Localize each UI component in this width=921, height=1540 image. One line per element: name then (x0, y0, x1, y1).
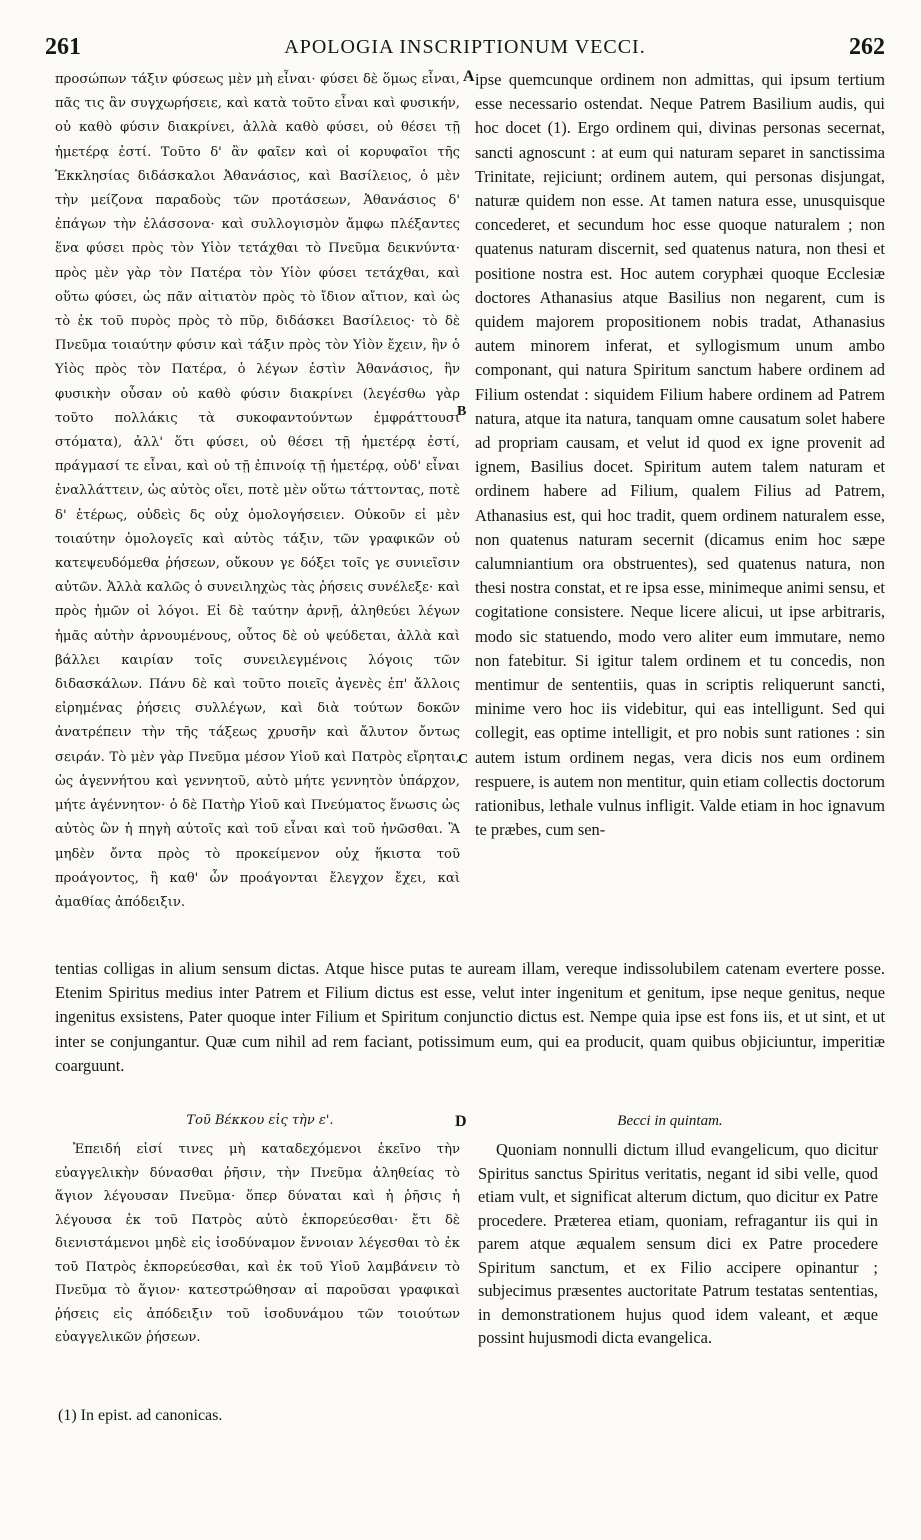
greek-paragraph-top: προσώπων τάξιν φύσεως μὲν μὴ εἶναι· φύσει δὲ ὅμως εἶναι, πᾶς τις ἂν συγχωρήσειε, καὶ κατὰ τοῦτο εἶναι καὶ φυσικήν, οὐ καθὸ φύσιν διακρίνει, ἀλλὰ καθὸ φύσει, οὐ θέσει τῇ ἡμετέρᾳ ἐστί. Τοῦτο δ' ἂν φαῖεν καὶ οἱ κορυφαῖοι τῆς Ἐκκλησίας διδάσκαλοι Ἀθανάσιος, καὶ Βασίλειος, ὁ μὲν τὴν μείζονα παραδοὺς τῶν προτάσεων, Ἀθανάσιος δ' ἐπάγων τὴν ἐλάσσονα· καὶ συλλογισμὸν ἄμφω πλέξαντες ἕνα φύσει πρὸς τὸν Υἱὸν τετάχθαι τὸ Πνεῦμα δεικνύντα· πρὸς μὲν γὰρ τὸν Πατέρα τὸν Υἱὸν φύσει τετάχθαι, καὶ οὕτω φύσει, ὡς πᾶν αἰτιατὸν πρὸς τὸ ἴδιον αἴτιον, καὶ ὡς τὸ ἐκ τοῦ πυρὸς πρὸς τὸ πῦρ, διδάσκει Βασίλειος· τὸ δὲ Πνεῦμα τοιαύτην φύσιν καὶ τάξιν πρὸς τὸν Υἱὸν ἔχειν, ἣν ὁ Υἱὸς πρὸς τὸν Πατέρα, ὁ λέγων ἐστὶν Ἀθανάσιος, ἣν φυσικὴν οὖσαν οὐ καθὸ φύσιν διακρίνει (λεγέσθω γὰρ τοῦτο πολλάκις τὰ συκοφαντούντων ἐμφράττουσι στόματα), ἀλλ' ὅτι φύσει, οὐ θέσει τῇ ἡμετέρᾳ ἐστί, πράγμασί τε εἶναι, καὶ οὐ τῇ ἐπινοίᾳ τῇ ἡμετέρᾳ, οὐδ' εἶναι ἐναλλάττειν, ὡς αὐτὸς οἴει, ποτὲ μὲν οὕτω τάττοντας, ποτὲ δ' ἑτέρως, οὐδεὶς δς οὐχ ὁμολογήσειεν. Οὐκοῦν εἰ μὲν τοιαύτην ὁμολογεῖς καὶ αὐτὸς τάξιν, τῶν γραφικῶν οὐ κατεψευδόμεθα ῥήσεων, οὔκουν γε δόξει τοῖς γε συνιεῖσιν αὐτῶν. Ἀλλὰ καλῶς ὁ συνειληχὼς τὰς ῥήσεις συνέλεξε· καὶ πρὸς ἡμῶν οἱ λόγοι. Εἰ δὲ ταύτην ἀρνῇ, ἀληθεύει λέγων ἡμᾶς αὐτὴν ἀρνουμένους, οὗτος δὲ οὐ ψεύδεται, ἀλλὰ καὶ βάλλει καιρίαν τοῖς συνειλεγμένοις λόγοις τῶν διδασκάλων. Πάνυ δὲ καὶ τοῦτο ποιεῖς ἀγενὲς ἐπ' ἄλλοις εἰρημένας ῥήσεις συλλέγων, καὶ διὰ τούτων δοκῶν ἀνατρέπειν τὴν τῆς τάξεως χρυσῆν καὶ ἄλυτον ὄντως σειράν. Τὸ μὲν γὰρ Πνεῦμα μέσον Υἱοῦ καὶ Πατρὸς εἴρηται, ὡς ἀγεννήτου καὶ γεννητοῦ, αὐτὸ μήτε γεννητὸν ὑπάρχον, μήτε ἀγέννητον· ὁ δὲ Πατὴρ Υἱοῦ καὶ Πνεύματος ἕνωσις ὡς αὐτὸς ὢν ἡ πηγὴ αὐτοῖς καὶ τοῦ εἶναι καὶ τοῦ ἡνῶσθαι. Ἃ μηδὲν ὄντα πρὸς τὸ προκείμενον οὐχ ἥκιστα τοῦ προάγοντος, ἢ καθ' ὧν προάγονται ἔλεγχον ἔχει, καὶ ἀμαθίας ἀπόδειξιν. (55, 72, 460, 910)
page-number-left: 261 (45, 34, 81, 60)
page-number-right: 262 (849, 34, 885, 60)
footnote: (1) In epist. ad canonicas. (58, 1407, 223, 1424)
latin-full-width-text (55, 957, 885, 1078)
greek-paragraph-bottom: Ἐπειδή εἰσί τινες μὴ καταδεχόμενοι ἐκεῖνο τὴν εὐαγγελικὴν δύνασθαι ῥῆσιν, τὴν Πνεῦμα ἀληθείας τὸ ἅγιον λέγουσαν Πνεῦμα· ὅπερ δύναται καὶ ἡ ῥῆσις ἡ λέγουσα ἐκ τοῦ Πατρὸς αὐτὸ ἐκπορεύεσθαι· ἔτι δὲ διενιστάμενοι μηδὲ εἰς ἰσοδύναμον ἔννοιαν λέγεσθαι τὸ ἐκ τοῦ Πατρὸς ἐκπορεύεσθαι, καὶ ἐκ τοῦ Υἱοῦ λαμβάνειν τὸ Πνεῦμα τὸ ἅγιον· κατεστρώθησαν αἱ παροῦσαι γραφικαὶ ῥήσεις εἰς ἀπόδειξιν τοῦ ἰσοδυνάμου τῶν τοιούτων εὐαγγελικῶν ῥήσεων. (55, 1142, 460, 1345)
page-header (45, 34, 885, 64)
margin-letter-b: B (457, 404, 467, 419)
margin-letter-c: C (458, 752, 469, 767)
margin-letter-d: D (455, 1113, 467, 1130)
latin-subheading: Becci in quintam. (617, 1113, 723, 1129)
latin-paragraph-bottom: Quoniam nonnulli dictum illud evangelicum, quo dicitur Spiritus sanctus Spiritus veritatis, negant id sibi velle, quod etiam vult, et significat alterum dictum, quo dicitur ex Patre procedere. Præterea etiam, quoniam, refragantur iis qui in parem atque æqualem sensum dici ex Patre procedere Spiritum sanctum, et ex Filio accipere opinantur ; subjecimus præsentes auctoritate Patrum testatas sententias, in demonstrationem hujus quod idem valeant, et æque possint hujusmodi dicta evangelica. (478, 1140, 878, 1347)
greek-subheading: Τοῦ Βέκκου εἰς τὴν ε'. (186, 1113, 334, 1128)
greek-column-top (55, 68, 460, 915)
latin-column-top (475, 68, 885, 843)
latin-paragraph-full: tentias colligas in alium sensum dictas. Atque hisce putas te auream illam, vereque indissolubilem catenam evertere posse. Etenim Spiritus medius inter Patrem et Filium dictus est esse, velut inter ingenitum et genitum, ipse neque genitus, neque ingenitus exsistens, Pater quoque inter Filium et Spiritum conjunctio dictus est. Nempe quia ipse est fons iis, et ut sint, et ut inter se conjungantur. Quæ cum nihil ad rem faciant, potissimum eum, qui ea producit, quam quibus objiciuntur, imperitiæ coarguunt. (55, 959, 885, 1075)
greek-column-bottom (55, 1138, 460, 1350)
latin-paragraph-top: ipse quemcunque ordinem non admittas, qui ipsum tertium esse necessario ostendat. Neque Patrem Basilium audis, qui hoc docet (1). Ergo ordinem qui, divinas personas secernat, sancti agnoscunt : at eum qui naturam separet in sanctissima Trinitate, rejiciunt; ordinem autem, qui personas disjungat, naturæ quidem non esse. At tamen natura esse, unusquisque concederet, et secundum hoc esse quoque naturalem ; non quatenus naturam discernit, sed quatenus natura, non thesi et positione nostra est. Hoc autem coryphæi quoque Ecclesiæ doctores Athanasius atque Basilius non negarent, cum is quidem majorem propositionem nobis tradat, Athanasius autem minorem inferat, et syllogismum unum ambo componant, qui natura Spiritum sanctum habere ordinem ad Filium ostendat : siquidem Filium habere ordinem ad Patrem natura, atque ita natura, tanquam omne causatum solet habere ad propriam causam, et velut id quod ex igne provenit ad ignem, Basilius docet. Spiritum autem talem naturam et ordinem habere ad Filium, qualem Filius ad Patrem, Athanasius est, qui hoc tradit, quem ordinem naturalem esse, non quatenus naturam secernit (dicamus enim hoc sæpe calumniantium ora obstruentes), sed quatenus natura, non thesi nostra constat, et re ipsa esse, minimeque animi sensu, et cogitatione consistere. Neque licere alicui, ut ipse arbitraris, modo sic statuendo, modo vero aliter eum immutare, nemo non fatebitur. Si igitur talem ordinem et tu concedis, non mentimur de sententiis, quas in scriptis reliquerunt sancti, minime vero hoc iis videbitur, qui eas intelligunt. Sed qui collegit, eas optime intelligit, et pro nobis sunt rationes : sin autem istum ordinem negas, vera dicis nos eum ordinem respuere, is autem non mentitur, quin etiam collectis doctorum rationibus, lethale vulnus infligit. Valde etiam in hoc ignavum te præbes, cum sen- (475, 70, 885, 840)
latin-column-bottom (478, 1138, 878, 1350)
margin-letter-a: A (463, 68, 475, 85)
running-title: APOLOGIA INSCRIPTIONUM VECCI. (284, 36, 646, 58)
